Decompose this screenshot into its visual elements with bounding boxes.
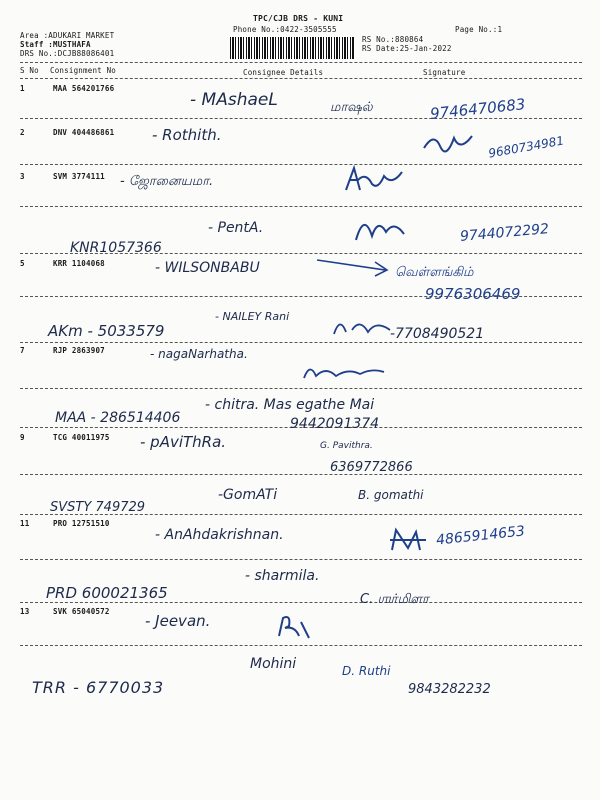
rs-date: RS Date:25-Jan-2022 [362, 44, 452, 53]
row-divider [20, 206, 582, 207]
signature-icon [300, 360, 390, 384]
staff-label: Staff :MUSTHAFA [20, 40, 91, 49]
col-sno: S No [20, 66, 39, 75]
row-consignment: SVK 65040572 [53, 607, 110, 616]
handwritten-consignment: KNR1057366 [70, 240, 162, 256]
signature-icon [420, 128, 480, 158]
handwritten-name: -GomATi [218, 487, 278, 503]
row-number: 13 [20, 607, 30, 616]
row-number: 2 [20, 128, 25, 137]
row-divider [20, 342, 582, 343]
area-label: Area :ADUKARI MARKET [20, 31, 115, 40]
row-number: 7 [20, 346, 25, 355]
row-divider [20, 118, 582, 119]
col-consignment: Consignment No [50, 66, 117, 75]
handwritten-name: - AnAhdakrishnan. [155, 527, 284, 543]
handwritten-phone: 9746470683 [429, 95, 527, 123]
handwritten-name: - NAILEY Rani [215, 310, 290, 323]
row-number: 5 [20, 259, 25, 268]
handwritten-phone: 9680734981 [487, 133, 565, 161]
phone-number: Phone No.:0422-3505555 [233, 25, 337, 34]
rs-number: RS No.:880864 [362, 35, 424, 44]
handwritten-phone: 9976306469 [425, 285, 521, 303]
handwritten-signature: C. ஶர்மிளா [360, 592, 429, 607]
row-number: 3 [20, 172, 25, 181]
handwritten-name: - nagaNarhatha. [150, 347, 248, 361]
barcode-image [230, 37, 355, 59]
handwritten-consignment: TRR - 6770033 [32, 678, 165, 697]
handwritten-phone: 9442091374 [290, 416, 380, 432]
row-number: 1 [20, 84, 25, 93]
handwritten-name: Mohini [250, 656, 297, 672]
drs-number: DRS No.:DCJB88086401 [20, 49, 115, 58]
signature-icon [386, 526, 430, 554]
row-number: 9 [20, 433, 25, 442]
handwritten-name: - chitra. Mas egathe Mai [205, 397, 375, 413]
row-consignment: RJP 2863907 [53, 346, 105, 355]
row-divider [20, 645, 582, 646]
handwritten-name-tamil: வெள்ளங்கிம் [395, 265, 474, 280]
row-divider [20, 559, 582, 560]
row-divider [20, 388, 582, 389]
row-divider [20, 602, 582, 603]
handwritten-phone: -7708490521 [390, 326, 485, 342]
row-consignment: DNV 404486861 [53, 128, 115, 137]
signature-icon [275, 612, 315, 642]
row-consignment: TCG 40011975 [53, 433, 110, 442]
handwritten-phone: 6369772866 [330, 460, 413, 475]
handwritten-name: - PentA. [208, 220, 264, 236]
signature-icon [340, 160, 410, 200]
handwritten-name: - Rothith. [152, 126, 222, 144]
row-divider [20, 164, 582, 165]
row-consignment: PRO 12751510 [53, 519, 110, 528]
handwritten-signature: G. Pavithra. [320, 441, 373, 451]
columns-divider [20, 78, 582, 79]
handwritten-consignment: PRD 600021365 [46, 584, 168, 602]
handwritten-phone: 4865914653 [435, 523, 526, 549]
handwritten-phone: 9744072292 [459, 221, 550, 245]
handwritten-consignment: AKm - 5033579 [48, 322, 165, 340]
handwritten-signature: B. gomathi [358, 488, 424, 502]
handwritten-name: - ஜோனையமா. [120, 174, 214, 189]
row-divider [20, 474, 582, 475]
handwritten-consignment: MAA - 286514406 [55, 410, 181, 426]
page-number: Page No.:1 [455, 25, 503, 34]
row-consignment: KRR 1104068 [53, 259, 105, 268]
col-signature: Signature [423, 68, 466, 77]
handwritten-name: - sharmila. [245, 568, 320, 584]
handwritten-name: - MAshaeL [190, 90, 278, 110]
handwritten-name: - pAviThRa. [140, 433, 227, 451]
handwritten-consignment: SVSTY 749729 [50, 500, 146, 515]
handwritten-name: - WILSONBABU [155, 260, 260, 276]
handwritten-name: - Jeevan. [145, 612, 211, 630]
arrow-icon [315, 252, 395, 278]
signature-icon [350, 210, 410, 250]
handwritten-name-tamil: மாஷல் [330, 100, 373, 115]
handwritten-phone: 9843282232 [408, 682, 491, 697]
row-consignment: SVM 3774111 [53, 172, 105, 181]
col-consignee: Consignee Details [243, 68, 324, 77]
row-number: 11 [20, 519, 30, 528]
document-title: TPC/CJB DRS - KUNI [253, 14, 344, 23]
row-consignment: MAA 564201766 [53, 84, 115, 93]
handwritten-signature: D. Ruthi [342, 664, 391, 678]
header-divider [20, 62, 582, 63]
